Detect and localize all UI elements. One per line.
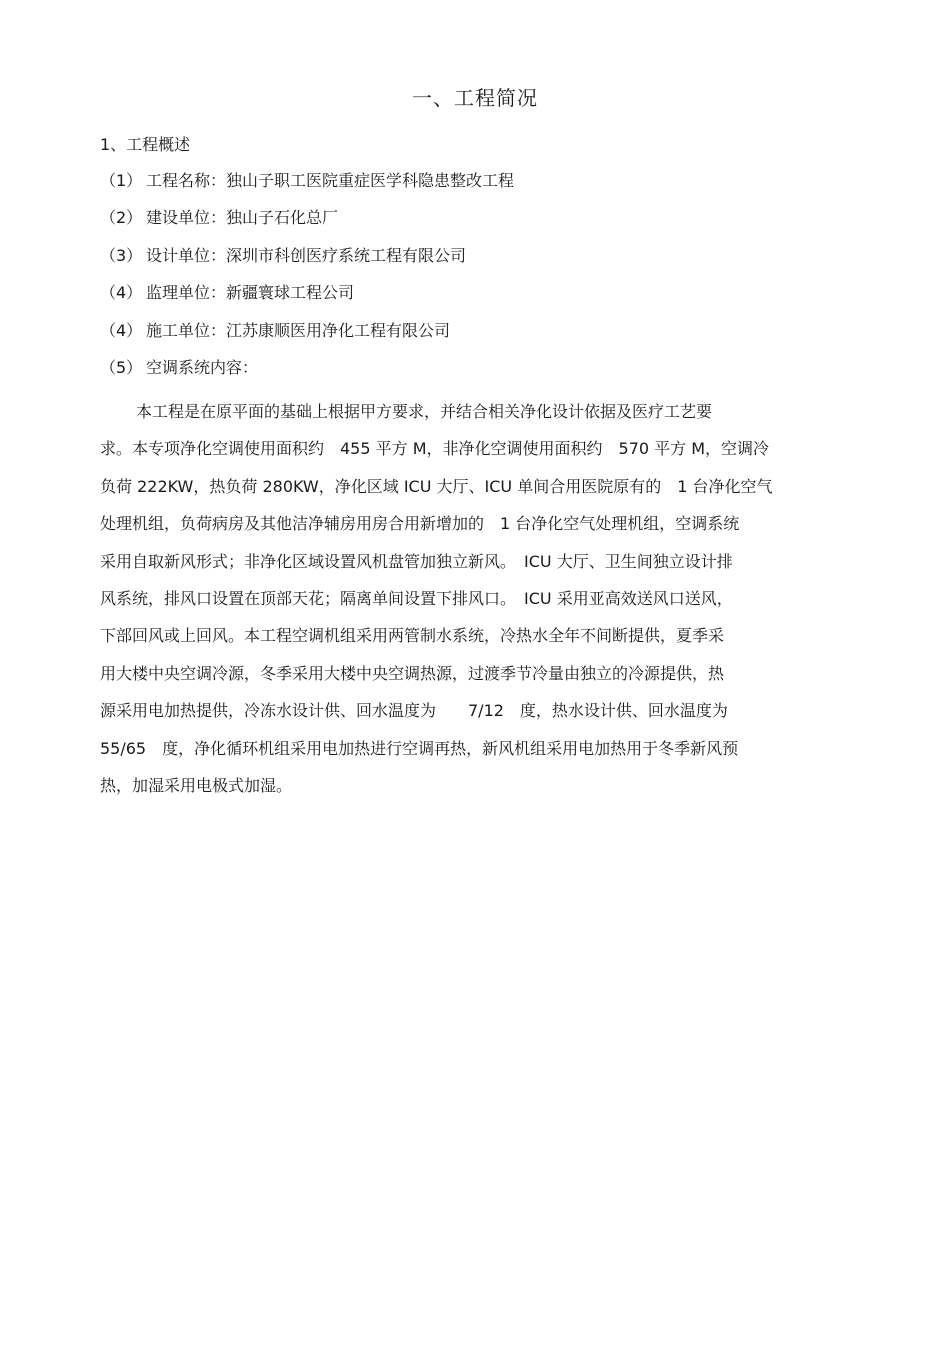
list-item-designer xyxy=(100,244,514,281)
list-item-owner xyxy=(100,206,514,243)
paragraph-line: 本工程是在原平面的基础上根据甲方要求，并结合相关净化设计依据及医疗工艺要 xyxy=(136,402,713,421)
section-heading: 1、工程概述 xyxy=(100,135,191,154)
page-title: 一、工程简况 xyxy=(412,86,538,110)
list-item-project-name xyxy=(100,169,514,206)
paragraph-line: 源采用电加热提供，冷冻水设计供、回水温度为 7/12 度，热水设计供、回水温度为 xyxy=(100,701,728,721)
list-item-number: （3） xyxy=(100,245,143,265)
paragraph-line: 采用自取新风形式；非净化区域设置风机盘管加独立新风。 ICU 大厅、卫生间独立设计排 xyxy=(100,551,733,571)
project-info-list xyxy=(100,169,514,393)
list-item-text: 施工单位：江苏康顺医用净化工程有限公司 xyxy=(146,320,451,340)
list-item-number: （5） xyxy=(100,357,143,377)
list-item-number: （1） xyxy=(100,171,143,190)
paragraph-line: 55/65 度，净化循环机组采用电加热进行空调再热，新风机组采用电加热用于冬季新风预 xyxy=(100,738,739,758)
list-item-text: 工程名称：独山子职工医院重症医学科隐患整改工程 xyxy=(146,171,515,190)
paragraph-line: 用大楼中央空调冷源，冬季采用大楼中央空调热源，过渡季节冷量由独立的冷源提供，热 xyxy=(100,663,725,683)
list-item-text: 空调系统内容： xyxy=(146,357,259,377)
paragraph-line: 下部回风或上回风。本工程空调机组采用两管制水系统，冷热水全年不间断提供，夏季采 xyxy=(100,626,725,646)
paragraph-line: 处理机组，负荷病房及其他洁净辅房用房合用新增加的 1 台净化空气处理机组，空调系统 xyxy=(100,514,740,534)
list-item-text: 建设单位：独山子石化总厂 xyxy=(146,208,339,228)
list-item-number: （2） xyxy=(100,208,143,228)
list-item-number: （4） xyxy=(100,283,143,303)
list-item-text: 设计单位：深圳市科创医疗系统工程有限公司 xyxy=(146,245,467,265)
list-item-text: 监理单位：新疆寰球工程公司 xyxy=(146,283,355,303)
list-item-hvac-content xyxy=(100,356,514,393)
list-item-contractor xyxy=(100,319,514,356)
list-item-supervisor xyxy=(100,281,514,318)
paragraph-line: 求。本专项净化空调使用面积约 455 平方 M，非净化空调使用面积约 570 平方 M，空调冷 xyxy=(100,439,770,459)
paragraph-line: 热，加湿采用电极式加湿。 xyxy=(100,775,293,795)
paragraph-line: 风系统，排风口设置在顶部天花；隔离单间设置下排风口。 ICU 采用亚高效送风口送风， xyxy=(100,588,733,608)
list-item-number: （4） xyxy=(100,320,143,340)
hvac-description-paragraph xyxy=(100,393,845,804)
paragraph-line: 负荷 222KW，热负荷 280KW，净化区域 ICU 大厅、ICU 单间合用医院原有的 1 台净化空气 xyxy=(100,476,773,496)
